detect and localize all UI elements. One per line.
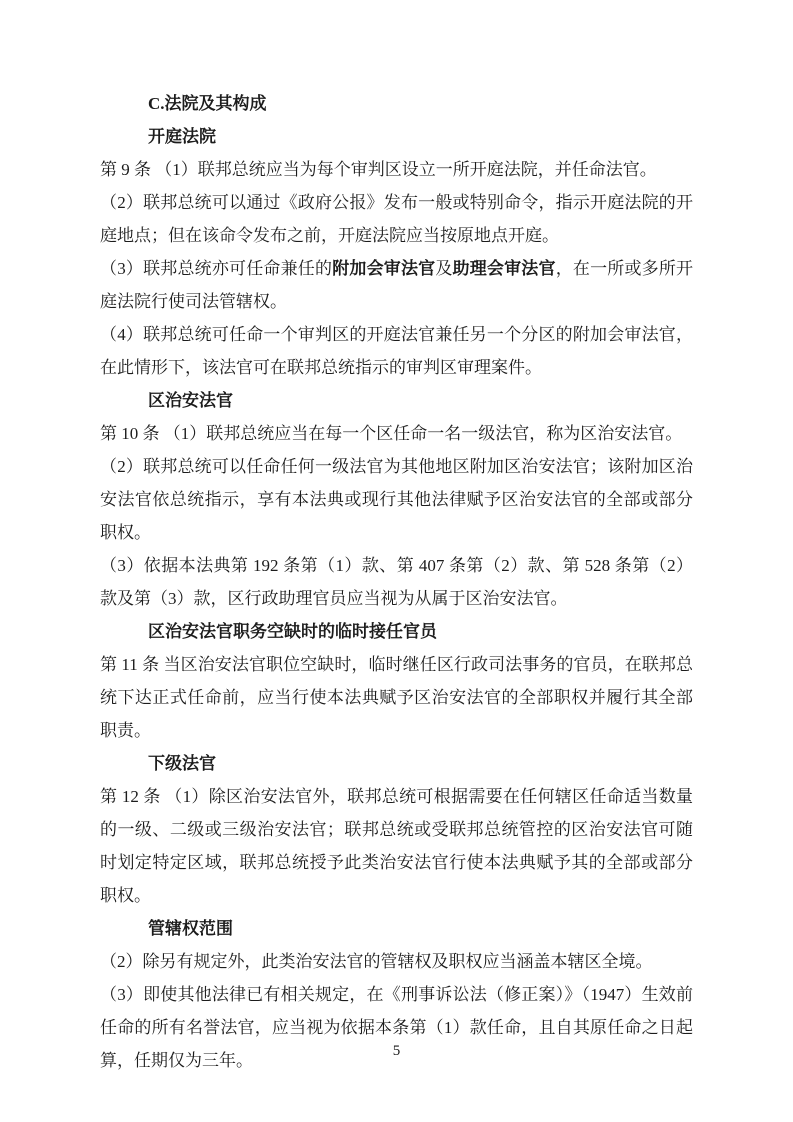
- document-paragraph: [100, 780, 693, 912]
- text-run: 第 10 条 （1）联邦总统应当在每一个区任命一名一级法官，称为区治安法官。: [100, 424, 683, 443]
- bold-text-run: 下级法官: [148, 754, 216, 773]
- document-heading: [100, 912, 693, 945]
- bold-text-run: C.法院及其构成: [148, 94, 267, 113]
- text-run: （3）联邦总统亦可任命兼任的: [100, 259, 333, 278]
- document-paragraph: [100, 978, 693, 1077]
- text-run: 第 9 条 （1）联邦总统应当为每个审判区设立一所开庭法院，并任命法官。: [100, 160, 657, 179]
- bold-text-run: 区治安法官: [148, 391, 233, 410]
- document-heading: [100, 384, 693, 417]
- bold-text-run: 助理会审法官: [452, 259, 556, 278]
- document-heading: [100, 120, 693, 153]
- document-paragraph: [100, 186, 693, 252]
- text-run: （3）依据本法典第 192 条第（1）款、第 407 条第（2）款、第 528 条第（2）款及第（3）款，区行政助理官员应当视为从属于区治安法官。: [100, 556, 693, 608]
- bold-text-run: 管辖权范围: [148, 919, 233, 938]
- bold-text-run: 开庭法院: [148, 127, 216, 146]
- document-paragraph: [100, 252, 693, 318]
- document-paragraph: [100, 945, 693, 978]
- text-run: （2）联邦总统可以任命任何一级法官为其他地区附加区治安法官；该附加区治安法官依总统指示，享有本法典或现行其他法律赋予区治安法官的全部或部分职权。: [100, 457, 693, 542]
- text-run: （3）即使其他法律已有相关规定，在《刑事诉讼法（修正案）》（1947）生效前任命的所有名誉法官，应当视为依据本条第（1）款任命，且自其原任命之日起算，任期仅为三年。: [100, 985, 693, 1070]
- text-run: ，在一所或多所开庭法院行使司法管辖权。: [100, 259, 694, 311]
- text-run: （2）联邦总统可以通过《政府公报》发布一般或特别命令，指示开庭法院的开庭地点；但在该命令发布之前，开庭法院应当按原地点开庭。: [100, 193, 693, 245]
- document-paragraph: [100, 450, 693, 549]
- bold-text-run: 附加会审法官: [332, 259, 436, 278]
- text-run: 第 11 条 当区治安法官职位空缺时，临时继任区行政司法事务的官员，在联邦总统下达正式任命前，应当行使本法典赋予区治安法官的全部职权并履行其全部职责。: [100, 655, 693, 740]
- page-number: 5: [392, 1043, 401, 1059]
- document-heading: [100, 87, 693, 120]
- bold-text-run: 区治安法官职务空缺时的临时接任官员: [148, 622, 437, 641]
- document-heading: [100, 747, 693, 780]
- document-paragraph: [100, 648, 693, 747]
- document-paragraph: [100, 417, 693, 450]
- document-paragraph: [100, 318, 693, 384]
- text-run: （4）联邦总统可任命一个审判区的开庭法官兼任另一个分区的附加会审法官，在此情形下，该法官可在联邦总统指示的审判区审理案件。: [100, 325, 693, 377]
- document-paragraph: [100, 153, 693, 186]
- document-heading: [100, 615, 693, 648]
- text-run: （2）除另有规定外，此类治安法官的管辖权及职权应当涵盖本辖区全境。: [100, 952, 653, 971]
- document-body: [100, 87, 693, 1077]
- text-run: 第 12 条 （1）除区治安法官外，联邦总统可根据需要在任何辖区任命适当数量的一级、二级或三级治安法官；联邦总统或受联邦总统管控的区治安法官可随时划定特定区域，联邦总统授予此类治安法官行使本法典赋予其的全部或部分职权。: [100, 787, 693, 905]
- document-paragraph: [100, 549, 693, 615]
- text-run: 及: [435, 259, 453, 278]
